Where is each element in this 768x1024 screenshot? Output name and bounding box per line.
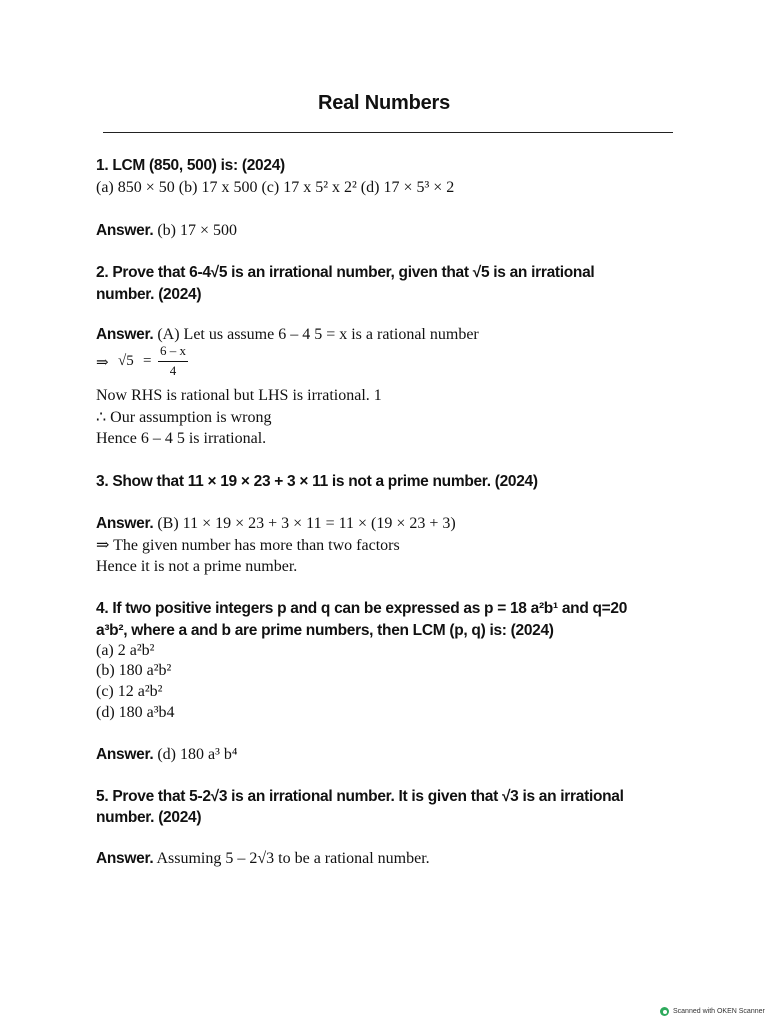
question-4-option-d: (d) 180 a³b4 bbox=[96, 704, 175, 721]
question-4-option-c: (c) 12 a²b² bbox=[96, 683, 163, 700]
equals-sign: = bbox=[143, 353, 152, 369]
answer-3-line-3: Hence it is not a prime number. bbox=[96, 558, 298, 575]
title-divider bbox=[103, 132, 673, 133]
question-5-line-1: 5. Prove that 5-2√3 is an irrational number. It is given that √3 is an irrational bbox=[96, 788, 624, 805]
answer-label: Answer. bbox=[96, 515, 154, 532]
answer-2-line-3: Now RHS is rational but LHS is irrational. 1 bbox=[96, 387, 382, 404]
question-3: 3. Show that 11 × 19 × 23 + 3 × 11 is not a prime number. (2024) bbox=[96, 473, 538, 490]
sqrt-term: √5 bbox=[118, 353, 134, 369]
answer-text: Assuming 5 – 2√3 to be a rational number. bbox=[153, 850, 430, 867]
answer-label: Answer. bbox=[96, 222, 154, 239]
page-title: Real Numbers bbox=[317, 92, 451, 114]
answer-2-line-5: Hence 6 – 4 5 is irrational. bbox=[96, 430, 267, 447]
question-4-line-2: a³b², where a and b are prime numbers, then LCM (p, q) is: (2024) bbox=[96, 622, 554, 639]
answer-label: Answer. bbox=[96, 850, 154, 867]
answer-5 bbox=[96, 849, 430, 869]
question-2-line-1: 2. Prove that 6-4√5 is an irrational number, given that √5 is an irrational bbox=[96, 264, 595, 281]
answer-text: (b) 17 × 500 bbox=[153, 222, 238, 239]
fraction-denominator: 4 bbox=[169, 363, 177, 378]
question-4-option-a: (a) 2 a²b² bbox=[96, 642, 155, 659]
scanner-logo-icon bbox=[660, 1007, 669, 1016]
scanner-watermark bbox=[660, 1007, 765, 1016]
answer-4 bbox=[96, 745, 237, 765]
answer-text: (A) Let us assume 6 – 4 5 = x is a rational number bbox=[153, 326, 479, 343]
scanner-watermark-text: Scanned with OKEN Scanner bbox=[673, 1008, 765, 1015]
question-5-line-2: number. (2024) bbox=[96, 809, 202, 826]
answer-3-line-2: ⇒ The given number has more than two factors bbox=[96, 537, 400, 554]
question-4-line-1: 4. If two positive integers p and q can be expressed as p = 18 a²b¹ and q=20 bbox=[96, 600, 628, 617]
answer-label: Answer. bbox=[96, 746, 154, 763]
fraction-numerator: 6 – x bbox=[160, 343, 186, 358]
fraction-bar bbox=[158, 361, 188, 362]
question-1-options: (a) 850 × 50 (b) 17 x 500 (c) 17 x 5² x 2² (d) 17 × 5³ × 2 bbox=[96, 179, 455, 196]
answer-2 bbox=[96, 325, 479, 345]
question-4-option-b: (b) 180 a²b² bbox=[96, 662, 172, 679]
answer-2-line-4: ∴ Our assumption is wrong bbox=[96, 409, 272, 426]
question-2-line-2: number. (2024) bbox=[96, 286, 202, 303]
answer-text: (B) 11 × 19 × 23 + 3 × 11 = 11 × (19 × 23 + 3) bbox=[153, 515, 456, 532]
answer-1 bbox=[96, 221, 237, 241]
answer-3 bbox=[96, 514, 456, 534]
question-1: 1. LCM (850, 500) is: (2024) bbox=[96, 157, 285, 174]
implies-arrow: ⇒ bbox=[96, 355, 109, 371]
answer-label: Answer. bbox=[96, 326, 154, 343]
answer-text: (d) 180 a³ b⁴ bbox=[153, 746, 238, 763]
